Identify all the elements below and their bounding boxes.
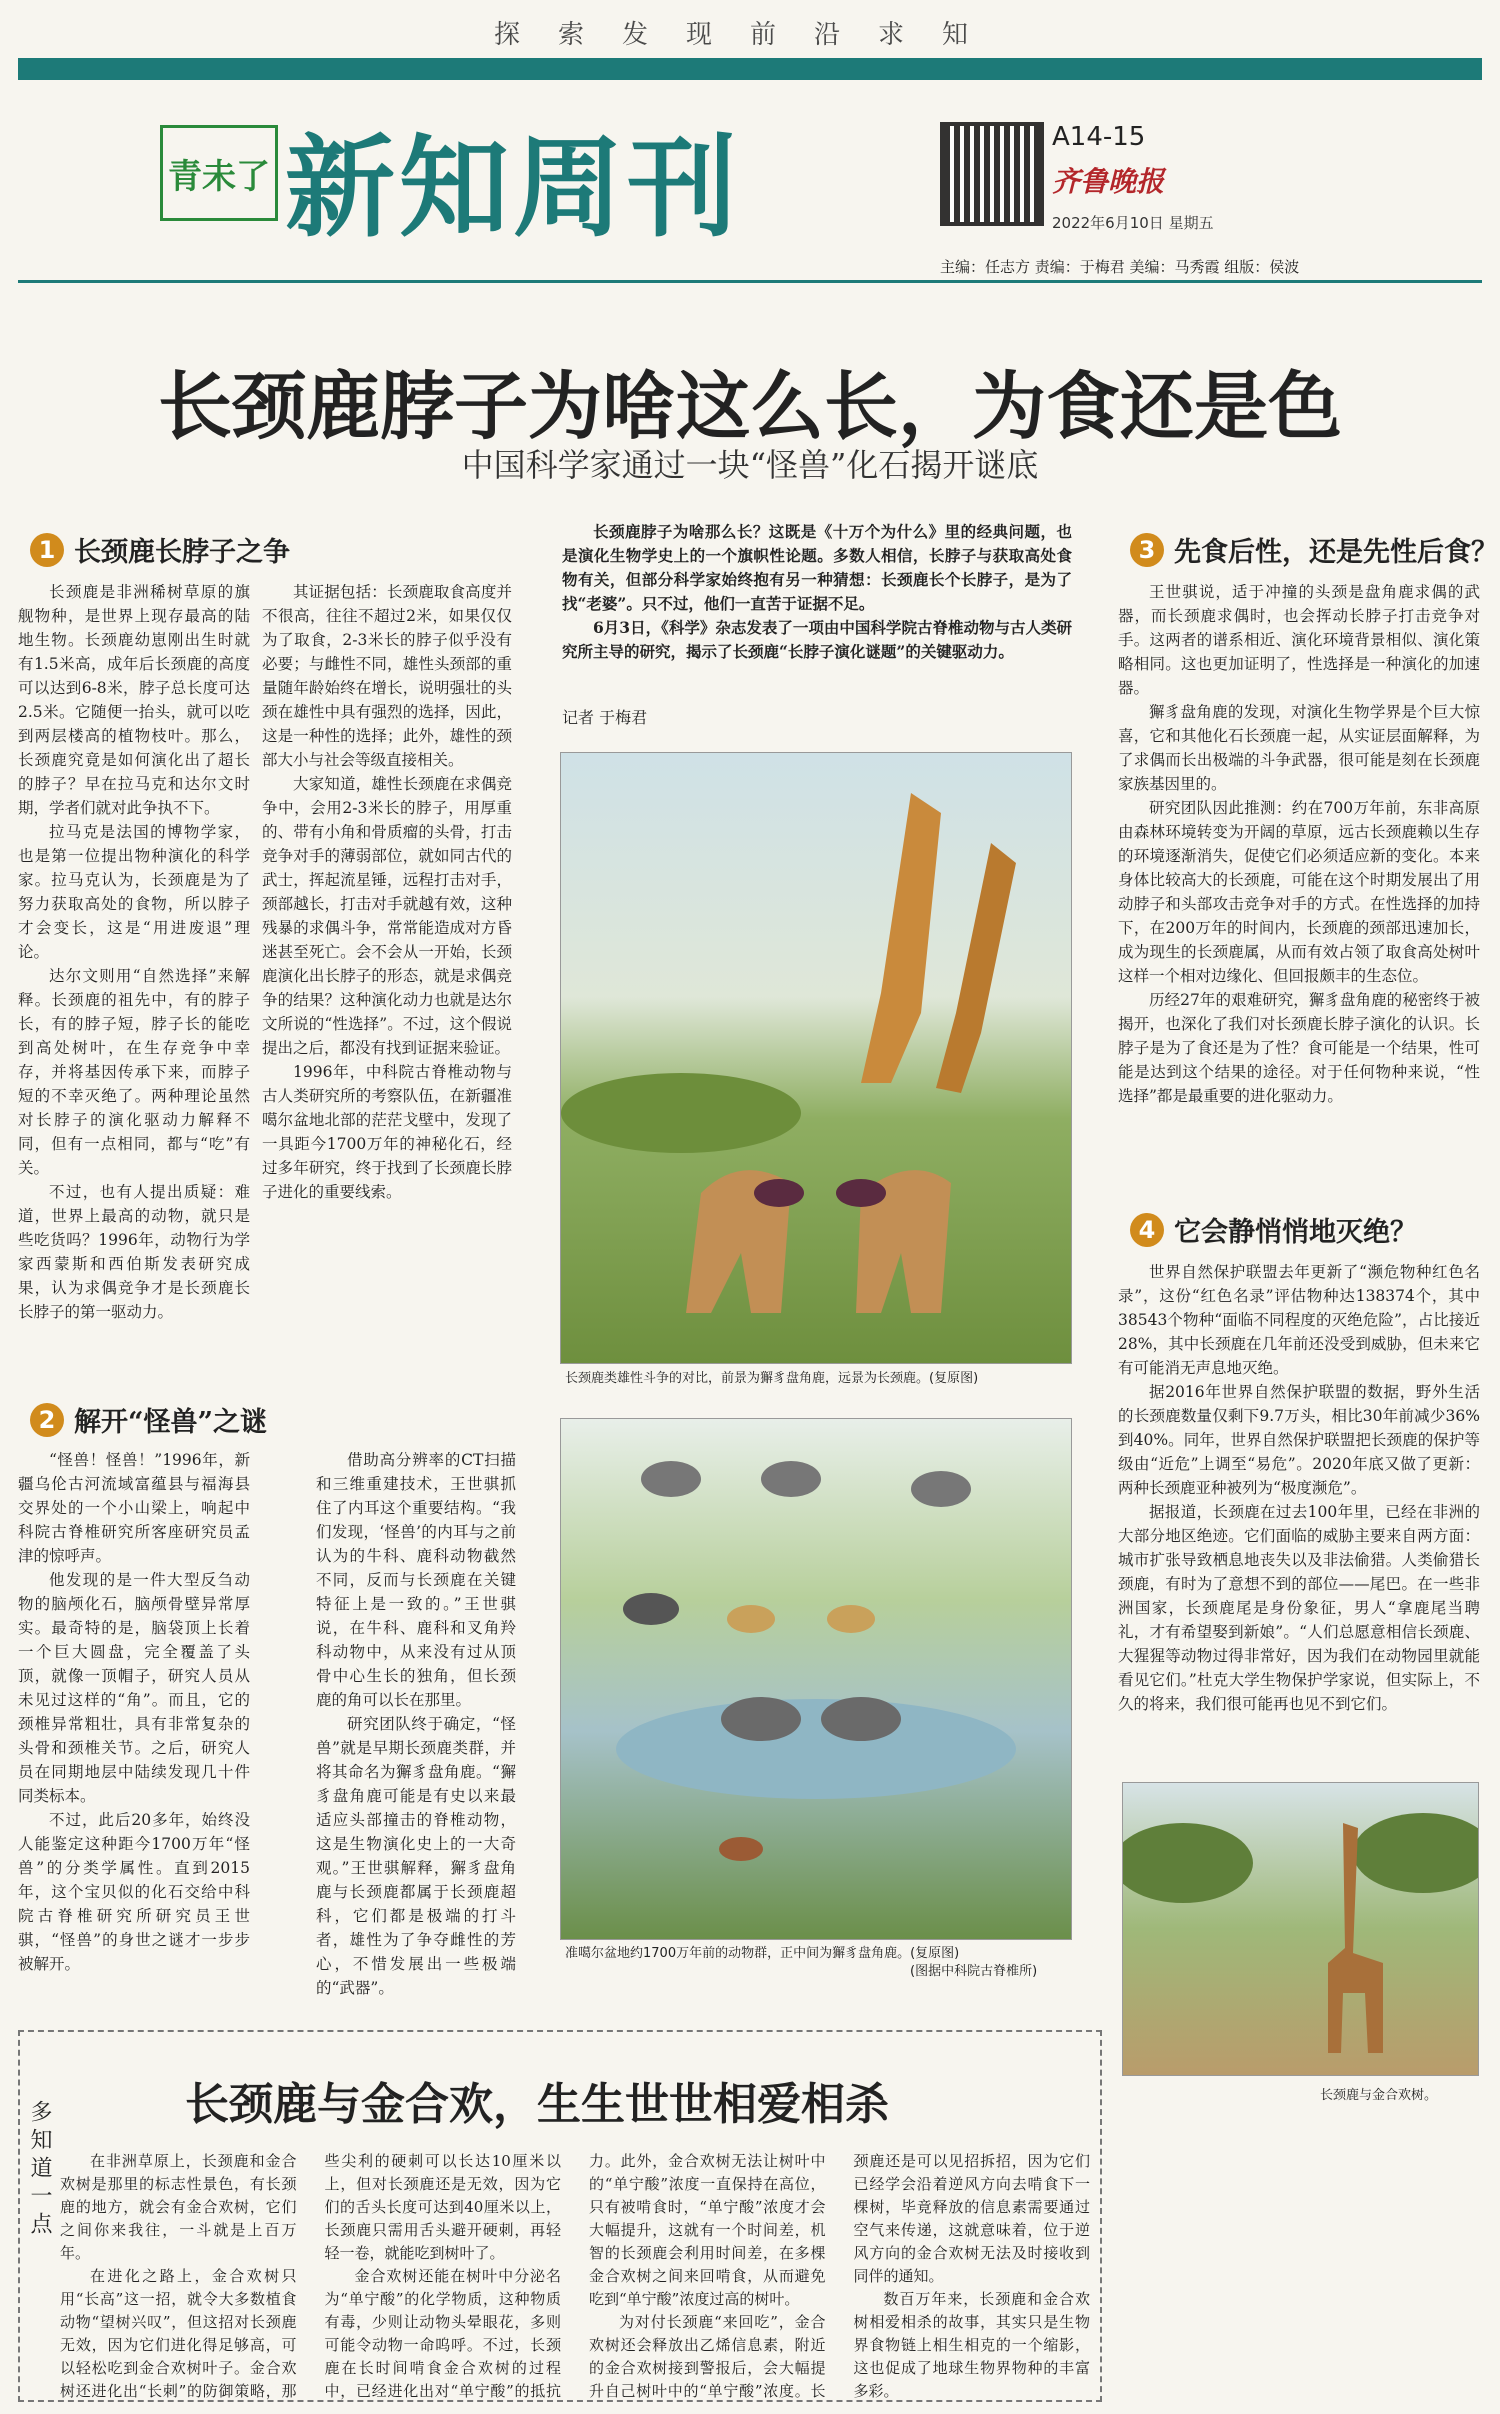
section-3-text: 王世骐说，适于冲撞的头颈是盘角鹿求偶的武器，而长颈鹿求偶时，也会挥动长脖子打击竞争对手。这两者的谱系相近、演化环境背景相似、演化策略相同。这也更加证明了，性选择是一种演化的加速器。 獬豸盘角鹿的发现，对演化生物学界是个巨大惊喜，它和其他化石长颈鹿一起，从实证层面解释，为了求偶而长出极端的斗争武器，很可能是刻在长颈鹿家族基因里的。 研究团队因此推测：约在700万年前，东非高原由森林环境转变为开阔的草原，远古长颈鹿赖以生存的环境逐渐消失，促使它们必须适应新的变化。本来身体比较高大的长颈鹿，可能在这个时期发展出了用动脖子和头部攻击竞争对手的方式。在性选择的加持下，在200万年的时间内，长颈鹿的颈部迅速加长，成为现生的长颈鹿属，从而有效占领了取食高处树叶这样一个相对边缘化、但回报颇丰的生态位。 历经27年的艰难研究，獬豸盘角鹿的秘密终于被揭开，也深化了我们对长颈鹿长脖子演化的认识。长脖子是为了食还是为了性？食可能是一个结果，性可能是达到这个结果的途径。对于任何物种来说，“性选择”都是最重要的进化驱动力。	[1118, 583, 1480, 1105]
giraffe-fight-illustration	[560, 752, 1072, 1364]
box-title: 长颈鹿与金合欢，生生世世相爱相杀	[185, 2079, 889, 2130]
date: 2022年6月10日 星期五	[1052, 214, 1214, 232]
subhead: 中国科学家通过一块“怪兽”化石揭开谜底	[461, 446, 1039, 484]
section-4-text: 世界自然保护联盟去年更新了“濒危物种红色名录”，这份“红色名录”评估物种达138374个，其中38543个物种“面临不同程度的灭绝危险”，占比接近28%，其中长颈鹿在几年前还没受到威胁，但未来它有可能消无声息地灭绝。 据2016年世界自然保护联盟的数据，野外生活的长颈鹿数量仅剩下9.7万头，相比30年前减少36%到40%。同年，世界自然保护联盟把长颈鹿的保护等级由“近危”上调至“易危”。2020年底又做了更新：两种长颈鹿亚种被列为“极度濒危”。 据报道，长颈鹿在过去100年里，已经在非洲的大部分地区绝迹。它们面临的威胁主要来自两方面：城市扩张导致栖息地丧失以及非法偷猎。人类偷猎长颈鹿，有时为了意想不到的部位——尾巴。在一些非洲国家，长颈鹿尾是身份象征，男人“拿鹿尾当聘礼，才有希望娶到新娘”。“人们总愿意相信长颈鹿、大猩猩等动物过得非常好，因为我们在动物园里就能看见它们。”杜克大学生物保护学家说，但实际上，不久的将来，我们很可能再也见不到它们。	[1118, 1263, 1480, 1713]
box-tag: 多知道一点	[27, 2100, 52, 2240]
number-badge-icon: 1	[30, 533, 64, 567]
section-2-col-2: 借助高分辨率的CT扫描和三维重建技术，王世骐抓住了内耳这个重要结构。“我们发现，‘怪兽’的内耳与之前认为的牛科、鹿科动物截然不同，反而与长颈鹿在关键特征上是一致的。”王世骐说，在牛科、鹿科和叉角羚科动物中，从来没有过从顶骨中心生长的独角，但长颈鹿的角可以长在那里。 研究团队终于确定，“怪兽”就是早期长颈鹿类群，并将其命名为獬豸盘角鹿。“獬豸盘角鹿可能是有史以来最适应头部撞击的脊椎动物，这是生物演化史上的一大奇观。”王世骐解释，獬豸盘角鹿与长颈鹿都属于长颈鹿超科，它们都是极端的打斗者，雄性为了争夺雌性的芳心，不惜发展出一些极端的“武器”。	[316, 1451, 516, 1997]
logo: 青未了	[160, 125, 278, 221]
intro: 长颈鹿脖子为啥那么长？这既是《十万个为什么》里的经典问题，也是演化生物学史上的一个旗帜性论题。多数人相信，长脖子与获取高处食物有关，但部分科学家始终抱有另一种猜想：长颈鹿长个长脖子，是为了找“老婆”。只不过，他们一直苦于证据不足。 6月3日，《科学》杂志发表了一项由中国科学院古脊椎动物与古人类研究所主导的研究，揭示了长颈鹿“长脖子演化谜题”的关键驱动力。	[562, 522, 1072, 661]
section-2-title: 2 解开“怪兽”之谜	[30, 1400, 267, 1439]
giraffe-illustration-icon	[561, 753, 1071, 1363]
header-rule	[18, 280, 1482, 283]
slogan: 探索发现前沿求知	[493, 20, 1006, 50]
caption-3: 长颈鹿与金合欢树。	[1320, 2088, 1438, 2103]
section-2-col-1: “怪兽！怪兽！”1996年，新疆乌伦古河流域富蕴县与福海县交界处的一个小山梁上，响起中科院古脊椎研究所客座研究员孟津的惊呼声。 他发现的是一件大型反刍动物的脑颅化石，脑颅骨壁异常厚实。最奇特的是，脑袋顶上长着一个巨大圆盘，完全覆盖了头顶，就像一顶帽子，研究人员从未见过这样的“角”。而且，它的颈椎异常粗壮，具有非常复杂的头骨和颈椎关节。之后，研究人员在同期地层中陆续发现几十件同类标本。 不过，此后20多年，始终没人能鉴定这种距今1700万年“怪兽”的分类学属性。直到2015年，这个宝贝似的化石交给中科院古脊椎研究所研究员王世骐，“怪兽”的身世之谜才一步步被解开。	[18, 1451, 250, 1973]
number-badge-icon: 3	[1130, 533, 1164, 567]
section-3-title: 3 先食后性，还是先性后食？	[1130, 530, 1498, 569]
number-badge-icon: 4	[1130, 1213, 1164, 1247]
caption-2-credit: (图据中科院古脊椎所)	[910, 1964, 1038, 1979]
number-badge-icon: 2	[30, 1403, 64, 1437]
fauna-illustration	[560, 1418, 1072, 1940]
section-1-col-2: 其证据包括：长颈鹿取食高度并不很高，往往不超过2米，如果仅仅为了取食，2-3米长的脖子似乎没有必要；与雌性不同，雄性头颈部的重量随年龄始终在增长，说明强壮的头颈在雄性中具有强烈的选择，因此，这是一种性的选择；此外，雄性的颈部大小与社会等级直接相关。 大家知道，雄性长颈鹿在求偶竞争中，会用2-3米长的脖子，用厚重的、带有小角和骨质瘤的头骨，打击竞争对手的薄弱部位，就如同古代的武士，挥起流星锤，远程打击对手，颈部越长，打击对手就越有效，这种残暴的求偶斗争，常常能造成对方昏迷甚至死亡。会不会从一开始，长颈鹿演化出长脖子的形态，就是求偶竞争的结果？这种演化动力也就是达尔文所说的“性选择”。不过，这个假说提出之后，都没有找到证据来验证。 1996年，中科院古脊椎动物与古人类研究所的考察队伍，在新疆准噶尔盆地北部的茫茫戈壁中，发现了一具距今1700万年的神秘化石，经过多年研究，终于找到了长颈鹿长脖子进化的重要线索。	[262, 583, 512, 1201]
reporter: 记者 于梅君	[562, 708, 648, 727]
section-1-col-1: 长颈鹿是非洲稀树草原的旗舰物种，是世界上现存最高的陆地生物。长颈鹿幼崽刚出生时就有1.5米高，成年后长颈鹿的高度可以达到6-8米，脖子总长度可达2.5米。它随便一抬头，就可以吃到两层楼高的植物枝叶。那么，长颈鹿究竟是如何演化出了超长的脖子？早在拉马克和达尔文时期，学者们就对此争执不下。 拉马克是法国的博物学家，也是第一位提出物种演化的科学家。拉马克认为，长颈鹿是为了努力获取高处的食物，所以脖子才会变长，这是“用进废退”理论。 达尔文则用“自然选择”来解释。长颈鹿的祖先中，有的脖子长，有的脖子短，脖子长的能吃到高处树叶，在生存竞争中幸存，并将基因传承下来，而脖子短的不幸灭绝了。两种理论虽然对长脖子的演化驱动力解释不同，但有一点相同，都与“吃”有关。 不过，也有人提出质疑：难道，世界上最高的动物，就只是些吃货吗？1996年，动物行为学家西蒙斯和西伯斯发表研究成果，认为求偶竞争才是长颈鹿长长脖子的第一驱动力。	[18, 583, 250, 1321]
section-4-title: 4 它会静悄悄地灭绝？	[1130, 1210, 1417, 1249]
page-number: A14-15	[1052, 122, 1146, 152]
masthead: 新知周刊	[285, 124, 741, 252]
top-color-bar	[18, 58, 1482, 80]
caption-1: 长颈鹿类雄性斗争的对比，前景为獬豸盘角鹿，远景为长颈鹿。(复原图)	[565, 1371, 979, 1386]
staff-line: 主编：任志方 责编：于梅君 美编：马秀霞 组版：侯波	[940, 258, 1300, 276]
qr-code-icon	[940, 122, 1044, 226]
headline: 长颈鹿脖子为啥这么长，为食还是色	[158, 364, 1342, 450]
paper-name: 齐鲁晚报	[1052, 165, 1165, 198]
caption-2: 准噶尔盆地约1700万年前的动物群，正中间为獬豸盘角鹿。(复原图)	[565, 1946, 960, 1961]
section-1-title: 1 长颈鹿长脖子之争	[30, 530, 290, 569]
giraffe-acacia-photo	[1122, 1782, 1479, 2076]
box-text: 在非洲草原上，长颈鹿和金合欢树是那里的标志性景色，有长颈鹿的地方，就会有金合欢树，它们之间你来我往，一斗就是上百万年。 在进化之路上，金合欢树只用“长高”这一招，就令大多数植食动物“望树兴叹”，但这招对长颈鹿无效，因为它们进化得足够高，可以轻松吃到金合欢树叶子。金合欢树还进化出“长刺”的防御策略，那些尖利的硬刺可以长达10厘米以上，但对长颈鹿还是无效，因为它们的舌头长度可达到40厘米以上，长颈鹿只需用舌头避开硬刺，再轻轻一卷，就能吃到树叶了。 金合欢树还能在树叶中分泌名为“单宁酸”的化学物质，这种物质有毒，少则让动物头晕眼花，多则可能令动物一命呜呼。不过，长颈鹿在长时间啃食金合欢树的过程中，已经进化出对“单宁酸”的抵抗力。此外，金合欢树无法让树叶中的“单宁酸”浓度一直保持在高位，只有被啃食时，“单宁酸”浓度才会大幅提升，这就有一个时间差，机智的长颈鹿会利用时间差，在多棵金合欢树之间来回啃食，从而避免吃到“单宁酸”浓度过高的树叶。 为对付长颈鹿“来回吃”，金合欢树还会释放出乙烯信息素，附近的金合欢树接到警报后，会大幅提升自己树叶中的“单宁酸”浓度。长颈鹿还是可以见招拆招，因为它们已经学会沿着逆风方向去啃食下一棵树，毕竟释放的信息素需要通过空气来传递，这就意味着，位于逆风方向的金合欢树无法及时接收到同伴的通知。 数百万年来，长颈鹿和金合欢树相爱相杀的故事，其实只是生物界食物链上相生相克的一个缩影，这也促成了地球生物界物种的丰富多彩。	[60, 2152, 1090, 2400]
